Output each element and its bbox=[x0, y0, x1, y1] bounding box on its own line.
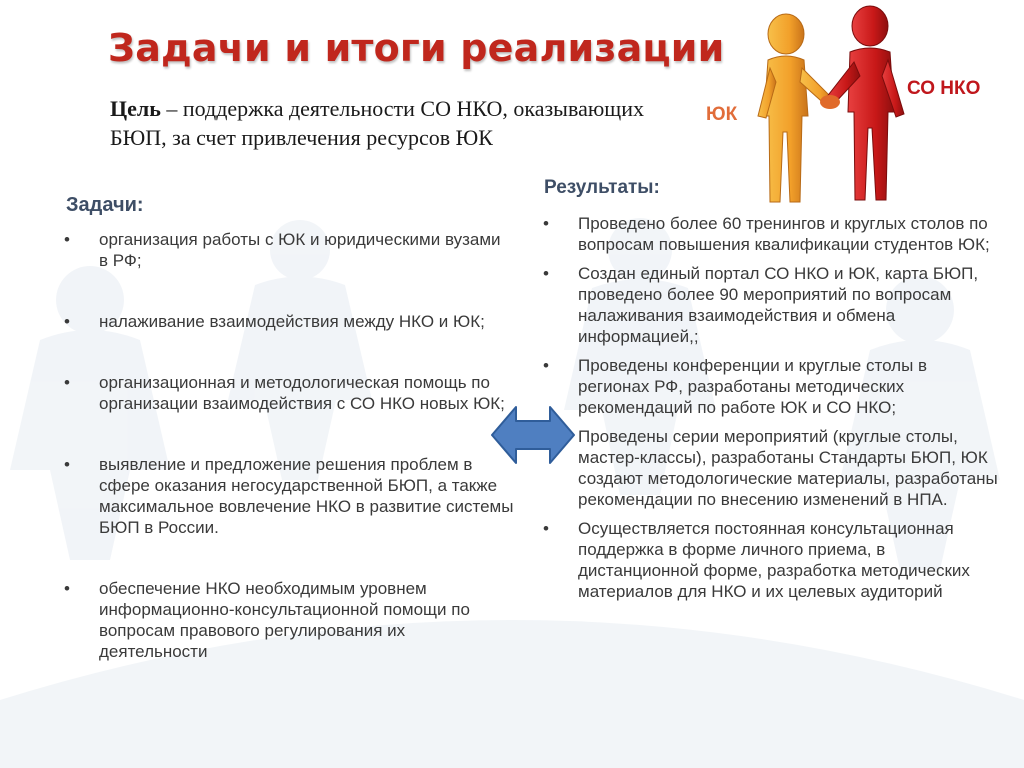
task-text: организация работы с ЮК и юридическими вузами в РФ; bbox=[99, 230, 501, 270]
page-title: Задачи и итоги реализации bbox=[108, 26, 725, 70]
uk-figure bbox=[758, 14, 834, 202]
uk-label: ЮК bbox=[706, 104, 738, 125]
result-text: Создан единый портал СО НКО и ЮК, карта БЮП, проведено более 90 мероприятий по вопросам налаживания взаимодействия и обмена информацией,; bbox=[578, 264, 979, 346]
handshake-hands bbox=[820, 95, 840, 109]
bullet-icon: • bbox=[64, 230, 70, 249]
bullet-icon: • bbox=[543, 356, 549, 375]
sonko-label: СО НКО bbox=[907, 78, 981, 99]
result-text: Проведены конференции и круглые столы в регионах РФ, разработаны методических рекомендаций по работе ЮК и СО НКО; bbox=[578, 356, 928, 417]
bullet-icon: • bbox=[64, 373, 70, 392]
goal-label: Цель bbox=[110, 96, 161, 121]
bullet-icon: • bbox=[543, 519, 549, 538]
list-item bbox=[64, 454, 514, 538]
double-headed-arrow-icon bbox=[490, 404, 576, 466]
tasks-list bbox=[64, 229, 514, 702]
result-text: Осуществляется постоянная консультационная поддержка в форме личного приема, в дистанционной форме, разработка методических материалов для НКО и их целевых аудиторий bbox=[578, 519, 970, 601]
list-item bbox=[543, 355, 998, 418]
list-item bbox=[543, 213, 998, 255]
list-item bbox=[64, 311, 514, 332]
result-text: Проведено более 60 тренингов и круглых столов по вопросам повышения квалификации студентов ЮК; bbox=[578, 214, 990, 254]
bullet-icon: • bbox=[64, 579, 70, 598]
bullet-icon: • bbox=[543, 264, 549, 283]
list-item bbox=[543, 426, 998, 510]
results-heading: Результаты: bbox=[544, 177, 660, 198]
task-text: организационная и методологическая помощь по организации взаимодействия с СО НКО новых ЮК; bbox=[99, 373, 505, 413]
task-text: выявление и предложение решения проблем в сфере оказания негосударственной БЮП, а также максимальное вовлечение НКО в развитие системы БЮП в России. bbox=[99, 455, 514, 537]
tasks-heading: Задачи: bbox=[66, 194, 144, 216]
list-item bbox=[64, 372, 514, 414]
bullet-icon: • bbox=[64, 455, 70, 474]
list-item bbox=[64, 578, 514, 662]
bullet-icon: • bbox=[543, 214, 549, 233]
list-item bbox=[543, 263, 998, 347]
task-text: обеспечение НКО необходимым уровнем информационно-консультационной помощи по вопросам правового регулирования их деятельности bbox=[99, 579, 470, 661]
task-text: налаживание взаимодействия между НКО и ЮК; bbox=[99, 312, 485, 331]
bullet-icon: • bbox=[64, 312, 70, 331]
list-item bbox=[543, 518, 998, 602]
results-list bbox=[543, 213, 998, 610]
goal-statement bbox=[110, 94, 670, 152]
handshake-figures-illustration bbox=[738, 4, 918, 212]
result-text: Проведены серии мероприятий (круглые столы, мастер-классы), разработаны Стандарты БЮП, ЮК создают методологические материалы, разработаны рекомендации по внесению изменений в НПА. bbox=[578, 427, 998, 509]
list-item bbox=[64, 229, 514, 271]
goal-text: – поддержка деятельности СО НКО, оказывающих БЮП, за счет привлечения ресурсов ЮК bbox=[110, 96, 644, 150]
